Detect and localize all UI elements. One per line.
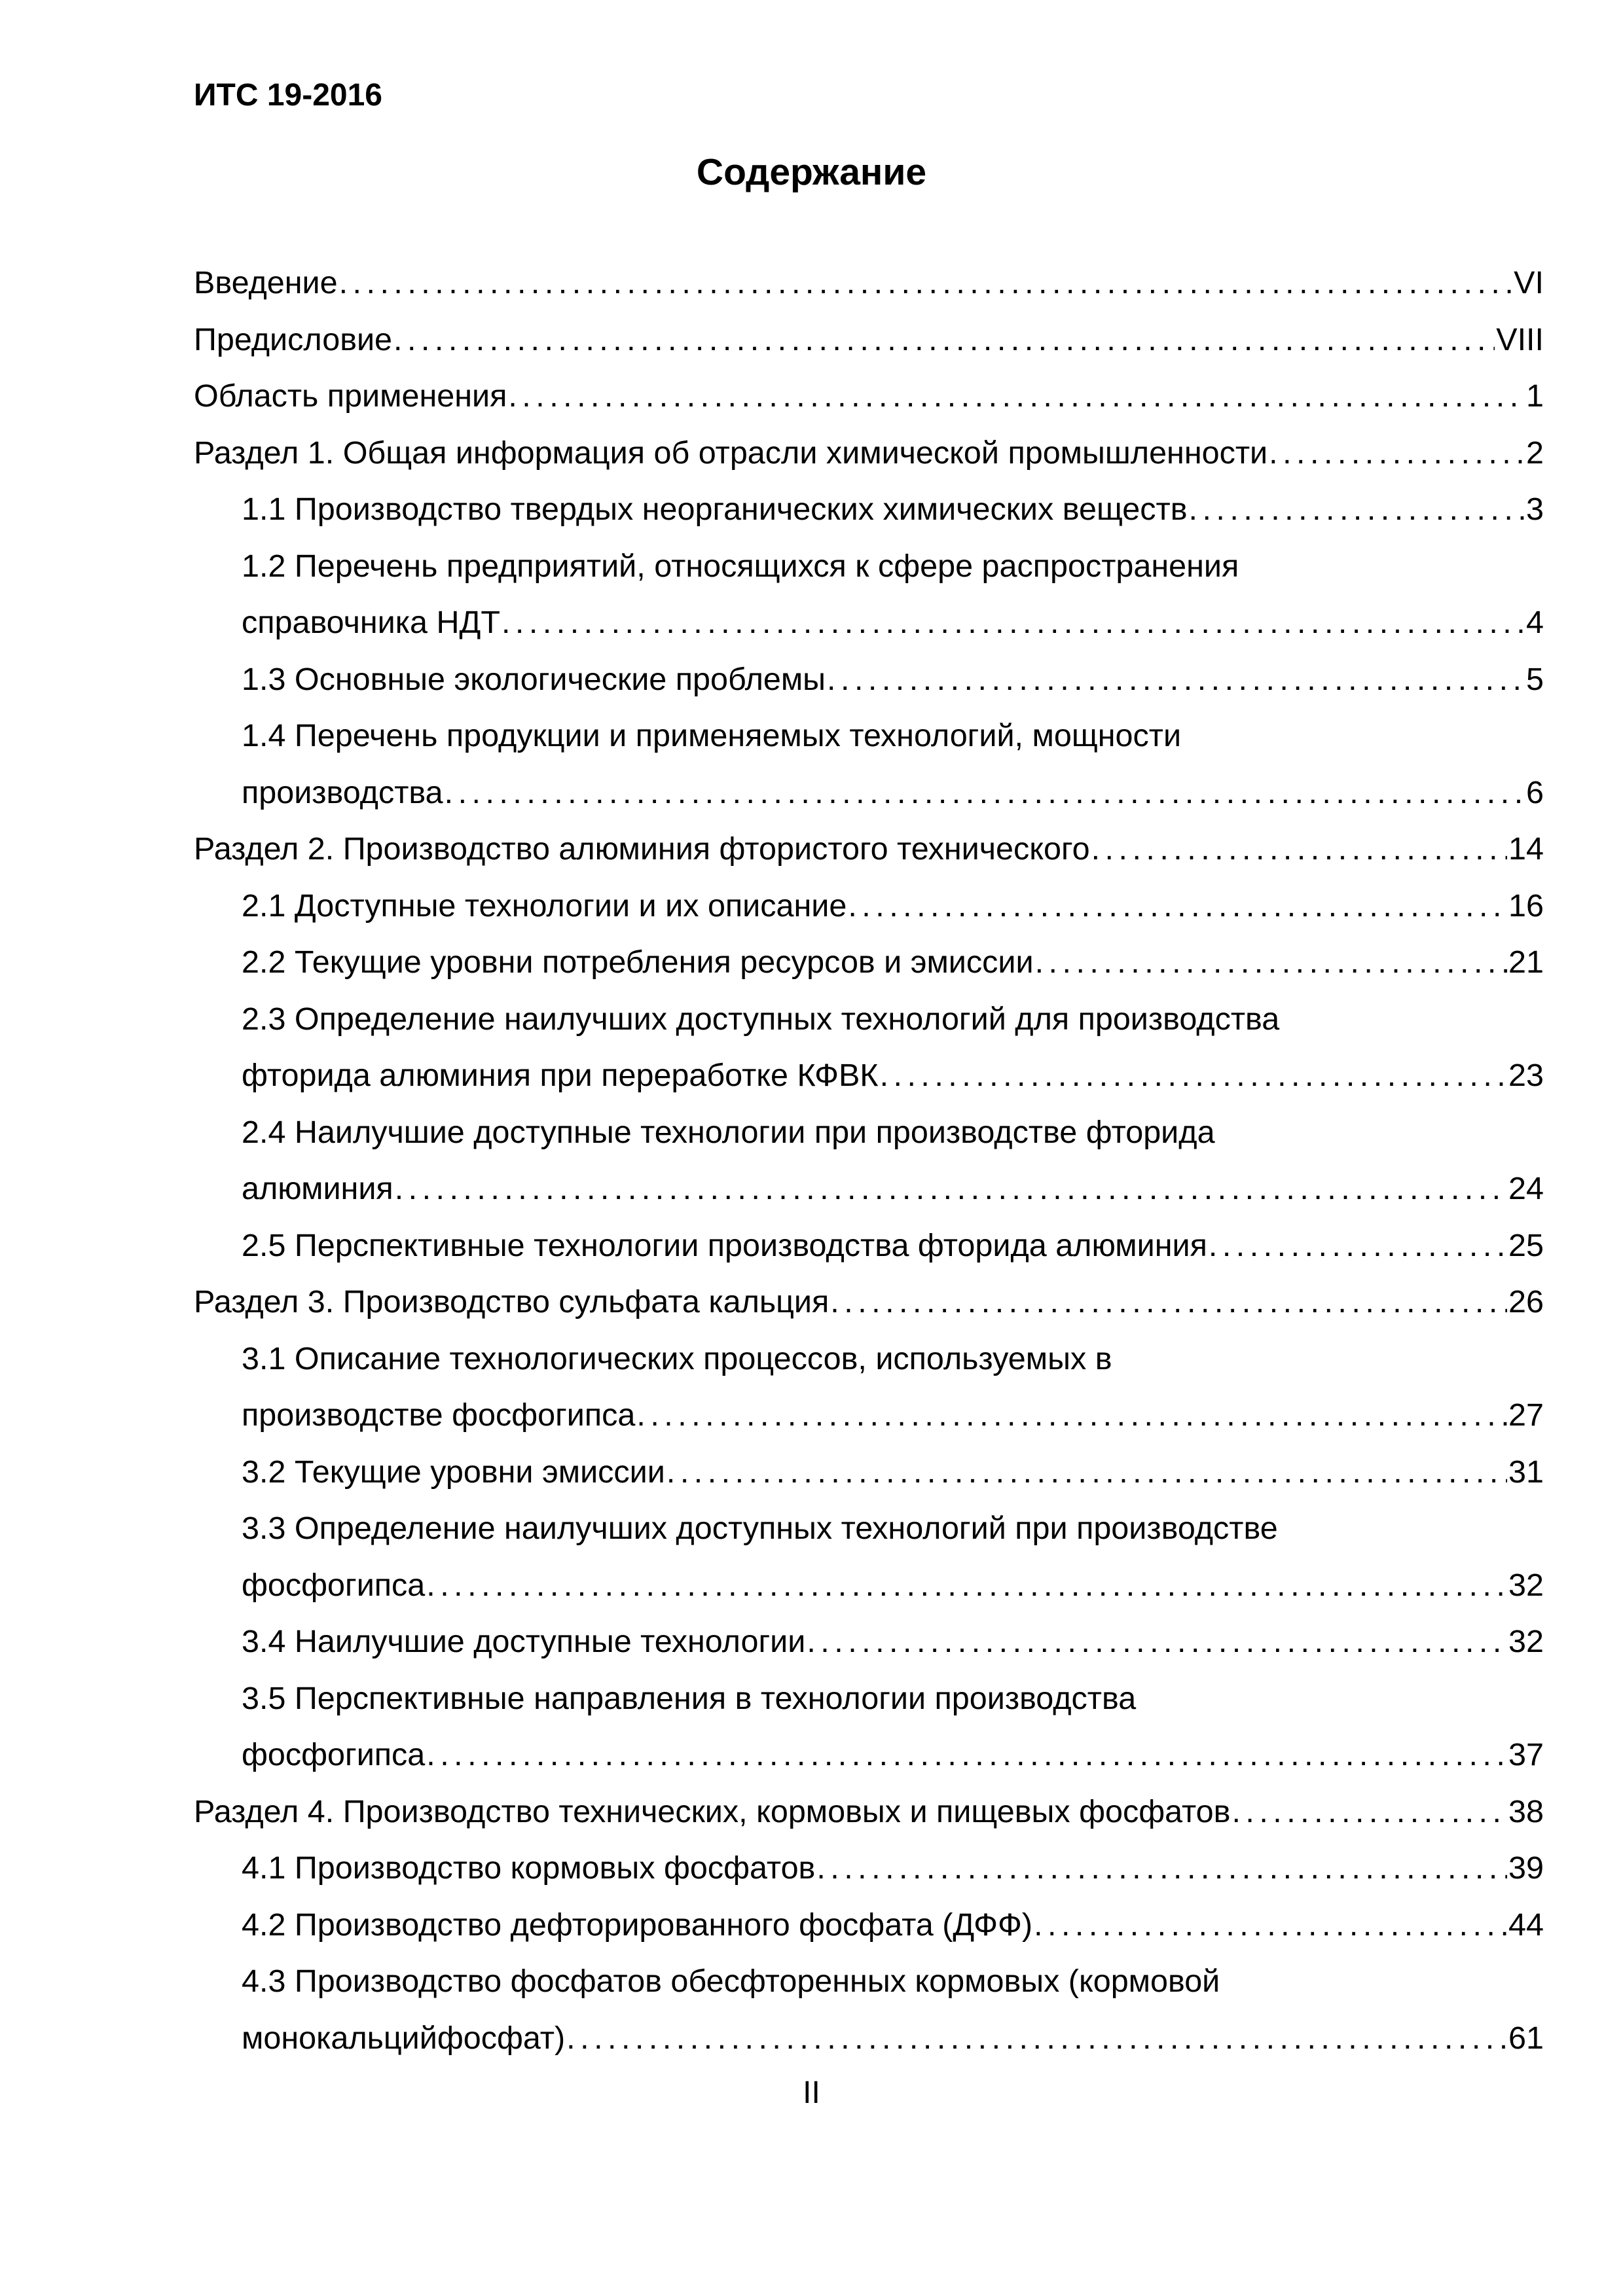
toc-entry-line bbox=[242, 934, 1544, 991]
dot-leader bbox=[339, 255, 1513, 312]
toc-entry-title-line: 2.4 Наилучшие доступные технологии при производстве фторида bbox=[242, 1114, 1215, 1150]
dot-leader bbox=[848, 878, 1507, 935]
toc-entry-title: 2.2 Текущие уровни потребления ресурсов и эмиссии bbox=[242, 944, 1034, 980]
toc-entry-line bbox=[194, 255, 1544, 312]
toc-entry[interactable] bbox=[194, 312, 1544, 368]
toc-entry-title-line: 1.2 Перечень предприятий, относящихся к сфере распространения bbox=[242, 548, 1239, 584]
toc-entry[interactable] bbox=[194, 651, 1544, 708]
toc-entry-page: 2 bbox=[1526, 435, 1544, 471]
toc-entry-page: VIII bbox=[1496, 321, 1544, 357]
toc-entry-page: 1 bbox=[1526, 378, 1544, 414]
toc-entry-page: 44 bbox=[1508, 1907, 1544, 1943]
toc-entry-page: 32 bbox=[1508, 1624, 1544, 1659]
toc-entry[interactable] bbox=[194, 255, 1544, 312]
dot-leader bbox=[1034, 1897, 1507, 1954]
toc-entry-title: Предисловие bbox=[194, 321, 393, 357]
toc-entry-line bbox=[194, 312, 1544, 368]
dot-leader bbox=[445, 764, 1525, 821]
toc-entry-title: Раздел 2. Производство алюминия фтористого технического bbox=[194, 831, 1090, 867]
dot-leader bbox=[830, 1274, 1507, 1331]
toc-entry[interactable] bbox=[194, 481, 1544, 538]
toc-entry-title: производства bbox=[242, 774, 443, 810]
toc-entry-title: производстве фосфогипса bbox=[242, 1397, 636, 1433]
toc-entry-line bbox=[194, 368, 1544, 425]
toc-entry-title: фосфогипса bbox=[242, 1737, 426, 1772]
toc-entry-line bbox=[242, 878, 1544, 935]
toc-entry-line bbox=[194, 1784, 1544, 1840]
toc-entry-title: фторида алюминия при переработке КФВК bbox=[242, 1058, 879, 1093]
toc-entry-line bbox=[242, 1387, 1544, 1444]
toc-entry-title: 3.2 Текущие уровни эмиссии bbox=[242, 1454, 665, 1490]
toc-entry-title: Раздел 3. Производство сульфата кальция bbox=[194, 1284, 830, 1319]
dot-leader bbox=[827, 651, 1525, 708]
toc-entry-title: 3.4 Наилучшие доступные технологии bbox=[242, 1624, 806, 1659]
toc-entry[interactable] bbox=[194, 368, 1544, 425]
toc-entry[interactable] bbox=[194, 991, 1544, 1104]
toc-entry-page: 21 bbox=[1508, 944, 1544, 980]
dot-leader bbox=[1209, 1217, 1507, 1274]
toc-entry-title-line: 1.4 Перечень продукции и применяемых технологий, мощности bbox=[242, 718, 1182, 753]
toc-entry-title-line: 4.3 Производство фосфатов обесфторенных кормовых (кормовой bbox=[242, 1964, 1220, 1999]
toc-entry-line bbox=[242, 2010, 1544, 2067]
toc-entry-page: 31 bbox=[1508, 1454, 1544, 1490]
table-of-contents bbox=[194, 255, 1544, 2066]
toc-entry-page: 24 bbox=[1508, 1171, 1544, 1206]
toc-entry-page: 32 bbox=[1508, 1567, 1544, 1603]
toc-entry-line bbox=[242, 1727, 1544, 1784]
toc-entry-title: монокальцийфосфат) bbox=[242, 2020, 566, 2056]
dot-leader bbox=[807, 1613, 1507, 1670]
toc-entry-page: 37 bbox=[1508, 1737, 1544, 1772]
toc-entry-page: 23 bbox=[1508, 1058, 1544, 1093]
toc-entry-page: 16 bbox=[1508, 888, 1544, 924]
toc-entry-title: фосфогипса bbox=[242, 1567, 426, 1603]
toc-entry-line bbox=[242, 1047, 1544, 1104]
toc-entry-line bbox=[194, 1274, 1544, 1331]
dot-leader bbox=[426, 1727, 1507, 1784]
toc-entry-title-line: 3.3 Определение наилучших доступных технологий при производстве bbox=[242, 1511, 1278, 1546]
dot-leader bbox=[566, 2010, 1507, 2067]
toc-entry-page: 5 bbox=[1526, 661, 1544, 697]
toc-entry-line bbox=[242, 764, 1544, 821]
toc-entry-title: справочника НДТ bbox=[242, 605, 500, 640]
toc-entry-line bbox=[194, 821, 1544, 878]
toc-entry-page: 6 bbox=[1526, 774, 1544, 810]
dot-leader bbox=[393, 312, 1495, 368]
toc-entry-page: 39 bbox=[1508, 1850, 1544, 1886]
dot-leader bbox=[508, 368, 1525, 425]
dot-leader bbox=[1231, 1784, 1507, 1840]
toc-entry[interactable] bbox=[194, 1784, 1544, 1840]
dot-leader bbox=[666, 1444, 1507, 1501]
toc-entry-page: 38 bbox=[1508, 1793, 1544, 1829]
toc-entry-title: алюминия bbox=[242, 1171, 393, 1206]
dot-leader bbox=[1189, 481, 1525, 538]
dot-leader bbox=[880, 1047, 1507, 1104]
toc-entry-line bbox=[242, 1557, 1544, 1614]
toc-entry-title-line: 2.3 Определение наилучших доступных технологий для производства bbox=[242, 1001, 1280, 1037]
toc-entry[interactable] bbox=[194, 1104, 1544, 1217]
toc-entry-line bbox=[242, 481, 1544, 538]
toc-entry-title: 1.3 Основные экологические проблемы bbox=[242, 661, 826, 697]
toc-entry[interactable] bbox=[194, 425, 1544, 482]
toc-entry-line bbox=[242, 651, 1544, 708]
toc-entry-title-line: 3.5 Перспективные направления в технологии производства bbox=[242, 1680, 1137, 1716]
toc-entry-title: 4.1 Производство кормовых фосфатов bbox=[242, 1850, 816, 1886]
toc-entry-page: 61 bbox=[1508, 2020, 1544, 2056]
page-number: II bbox=[803, 2075, 820, 2110]
toc-entry-title-line: 3.1 Описание технологических процессов, используемых в bbox=[242, 1340, 1112, 1376]
toc-entry[interactable] bbox=[194, 1953, 1544, 2066]
dot-leader bbox=[636, 1387, 1507, 1444]
toc-entry-page: 3 bbox=[1526, 492, 1544, 527]
toc-entry-title: Область применения bbox=[194, 378, 507, 414]
dot-leader bbox=[1269, 425, 1525, 482]
toc-entry-page: VI bbox=[1514, 265, 1544, 300]
toc-entry-line bbox=[242, 1613, 1544, 1670]
toc-entry[interactable] bbox=[194, 821, 1544, 878]
dot-leader bbox=[426, 1557, 1507, 1614]
toc-entry-page: 27 bbox=[1508, 1397, 1544, 1433]
toc-entry[interactable] bbox=[194, 708, 1544, 821]
toc-entry-title: Раздел 4. Производство технических, кормовых и пищевых фосфатов bbox=[194, 1793, 1231, 1829]
toc-entry-line bbox=[194, 425, 1544, 482]
toc-entry-title: 1.1 Производство твердых неорганических химических веществ bbox=[242, 492, 1188, 527]
toc-entry-title: Введение bbox=[194, 265, 338, 300]
toc-entry-page: 4 bbox=[1526, 605, 1544, 640]
toc-entry[interactable] bbox=[194, 1500, 1544, 1613]
toc-entry-title: Раздел 1. Общая информация об отрасли химической промышленности bbox=[194, 435, 1268, 471]
toc-entry-line bbox=[242, 594, 1544, 651]
toc-entry[interactable] bbox=[194, 1274, 1544, 1331]
toc-entry[interactable] bbox=[194, 538, 1544, 651]
dot-leader bbox=[1091, 821, 1507, 878]
toc-entry-line bbox=[242, 1897, 1544, 1954]
toc-entry-page: 25 bbox=[1508, 1227, 1544, 1263]
toc-entry-title: 2.5 Перспективные технологии производства фторида алюминия bbox=[242, 1227, 1207, 1263]
toc-entry[interactable] bbox=[194, 1444, 1544, 1501]
toc-entry[interactable] bbox=[194, 1613, 1544, 1670]
toc-entry-line bbox=[242, 1444, 1544, 1501]
toc-entry-page: 26 bbox=[1508, 1284, 1544, 1319]
dot-leader bbox=[816, 1840, 1507, 1897]
toc-entry[interactable] bbox=[194, 1897, 1544, 1954]
toc-entry-line bbox=[242, 1217, 1544, 1274]
toc-entry[interactable] bbox=[194, 1217, 1544, 1274]
page-title: Содержание bbox=[696, 151, 927, 193]
dot-leader bbox=[395, 1160, 1507, 1217]
toc-entry[interactable] bbox=[194, 1331, 1544, 1444]
toc-entry[interactable] bbox=[194, 1840, 1544, 1897]
document-code: ИТС 19-2016 bbox=[194, 78, 382, 113]
toc-entry[interactable] bbox=[194, 878, 1544, 935]
dot-leader bbox=[501, 594, 1525, 651]
toc-entry-page: 14 bbox=[1508, 831, 1544, 867]
toc-entry-title: 4.2 Производство дефторированного фосфата (ДФФ) bbox=[242, 1907, 1033, 1943]
toc-entry[interactable] bbox=[194, 934, 1544, 991]
toc-entry-title: 2.1 Доступные технологии и их описание bbox=[242, 888, 847, 924]
toc-entry-line bbox=[242, 1160, 1544, 1217]
toc-entry-line bbox=[242, 1840, 1544, 1897]
toc-entry[interactable] bbox=[194, 1670, 1544, 1784]
dot-leader bbox=[1035, 934, 1507, 991]
